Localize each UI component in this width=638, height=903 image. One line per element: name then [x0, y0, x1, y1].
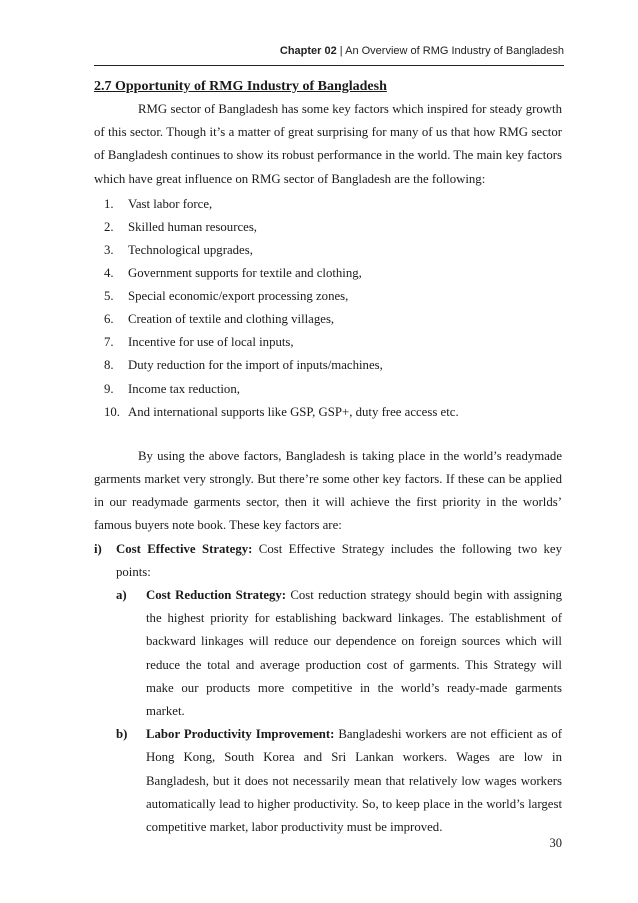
- list-item-text: Duty reduction for the import of inputs/machines,: [128, 358, 383, 373]
- list-item-number: 8.: [104, 358, 114, 373]
- list-item-number: 2.: [104, 219, 114, 234]
- subpoint-text: Bangladeshi workers are not efficient as of Hong Kong, South Korea and Sri Lankan workers. Wages are low in Bangladesh, but it does not necessarily mean that relatively low wages workers automatically lead to higher productivity. So, to keep place in the world’s largest competitive market, labor productivity must be improved.: [146, 727, 562, 834]
- page-number: 30: [549, 836, 562, 850]
- strategy-body: [116, 538, 562, 840]
- strategy-text: Cost Effective Strategy includes the following two key points:: [116, 541, 562, 579]
- subpoint-cost-reduction: [116, 584, 562, 723]
- list-item: [104, 262, 562, 285]
- list-item: [104, 216, 562, 239]
- page-content: [94, 76, 562, 839]
- header-rule: [94, 65, 564, 66]
- list-item: [104, 401, 562, 424]
- subpoint-labor-productivity: [116, 723, 562, 839]
- list-item-text: Special economic/export processing zones,: [128, 289, 349, 304]
- strategy-intro: [116, 538, 562, 584]
- list-item-text: Skilled human resources,: [128, 219, 258, 234]
- key-factors-list: [94, 193, 562, 424]
- list-item: [104, 239, 562, 262]
- intro-paragraph: RMG sector of Bangladesh has some key factors which inspired for steady growth of this sector. Though it’s a matter of great surprising for many of us that how RMG sector of Bangladesh continues to show its robust performance in the world. The main key factors which have great influence on RMG sector of Bangladesh are the following:: [94, 102, 562, 186]
- list-item-number: 5.: [104, 289, 114, 304]
- list-item-text: Government supports for textile and clothing,: [128, 266, 362, 281]
- strategy-subpoints: [116, 584, 562, 839]
- list-item-text: Technological upgrades,: [128, 243, 253, 257]
- list-item: [104, 354, 562, 377]
- paragraph-gap: [94, 424, 562, 445]
- subpoint-body: [146, 584, 562, 723]
- header-chapter: Chapter 02: [279, 45, 337, 57]
- subpoint-title: Labor Productivity Improvement:: [146, 727, 335, 742]
- section-number: 2.7: [94, 79, 112, 94]
- list-item-number: 6.: [104, 312, 114, 327]
- section-heading: [94, 76, 562, 98]
- second-paragraph: By using the above factors, Bangladesh is taking place in the world’s readymade garments market very strongly. But there’re some other key factors. If these can be applied in our readymade garments sector, then it will achieve the first priority in the worlds’ famous buyers note book. These key factors are:: [94, 448, 562, 533]
- list-item-number: 1.: [104, 196, 114, 211]
- strategy-title: Cost Effective Strategy:: [116, 541, 253, 556]
- subpoint-text: Cost reduction strategy should begin with assigning the highest priority for establishing backward linkages. The establishment of backward linkages will reduce our dependence on foreign sources which will reduce the total and average production cost of garments. This Strategy will make our products more competitive in the world’s ready-made garments market.: [146, 587, 563, 718]
- list-item-text: And international supports like GSP, GSP+, duty free access etc.: [128, 404, 459, 419]
- list-item-text: Incentive for use of local inputs,: [128, 335, 294, 350]
- subpoint-marker: a): [116, 587, 127, 602]
- running-header: [94, 45, 564, 57]
- subpoint-title: Cost Reduction Strategy:: [146, 587, 287, 602]
- subpoint-body: [146, 723, 562, 839]
- list-item-text: Income tax reduction,: [128, 381, 240, 396]
- list-item-text: Creation of textile and clothing villages,: [128, 312, 335, 327]
- list-item: [104, 308, 562, 331]
- list-item: [104, 331, 562, 354]
- strategy-item: [94, 538, 562, 840]
- list-item-number: 4.: [104, 266, 114, 281]
- list-item-number: 3.: [104, 243, 114, 257]
- list-item-text: Vast labor force,: [128, 196, 213, 211]
- list-item: [104, 285, 562, 308]
- list-item: [104, 378, 562, 401]
- subpoint-marker: b): [116, 727, 128, 742]
- list-item-number: 10.: [104, 404, 120, 419]
- strategy-marker: i): [94, 541, 102, 556]
- list-item-number: 7.: [104, 335, 114, 350]
- list-item-number: 9.: [104, 381, 114, 396]
- list-item: [104, 193, 562, 216]
- section-title: Opportunity of RMG Industry of Bangladesh: [115, 79, 387, 94]
- header-title: An Overview of RMG Industry of Bangladesh: [345, 45, 564, 57]
- header-separator: |: [336, 45, 346, 57]
